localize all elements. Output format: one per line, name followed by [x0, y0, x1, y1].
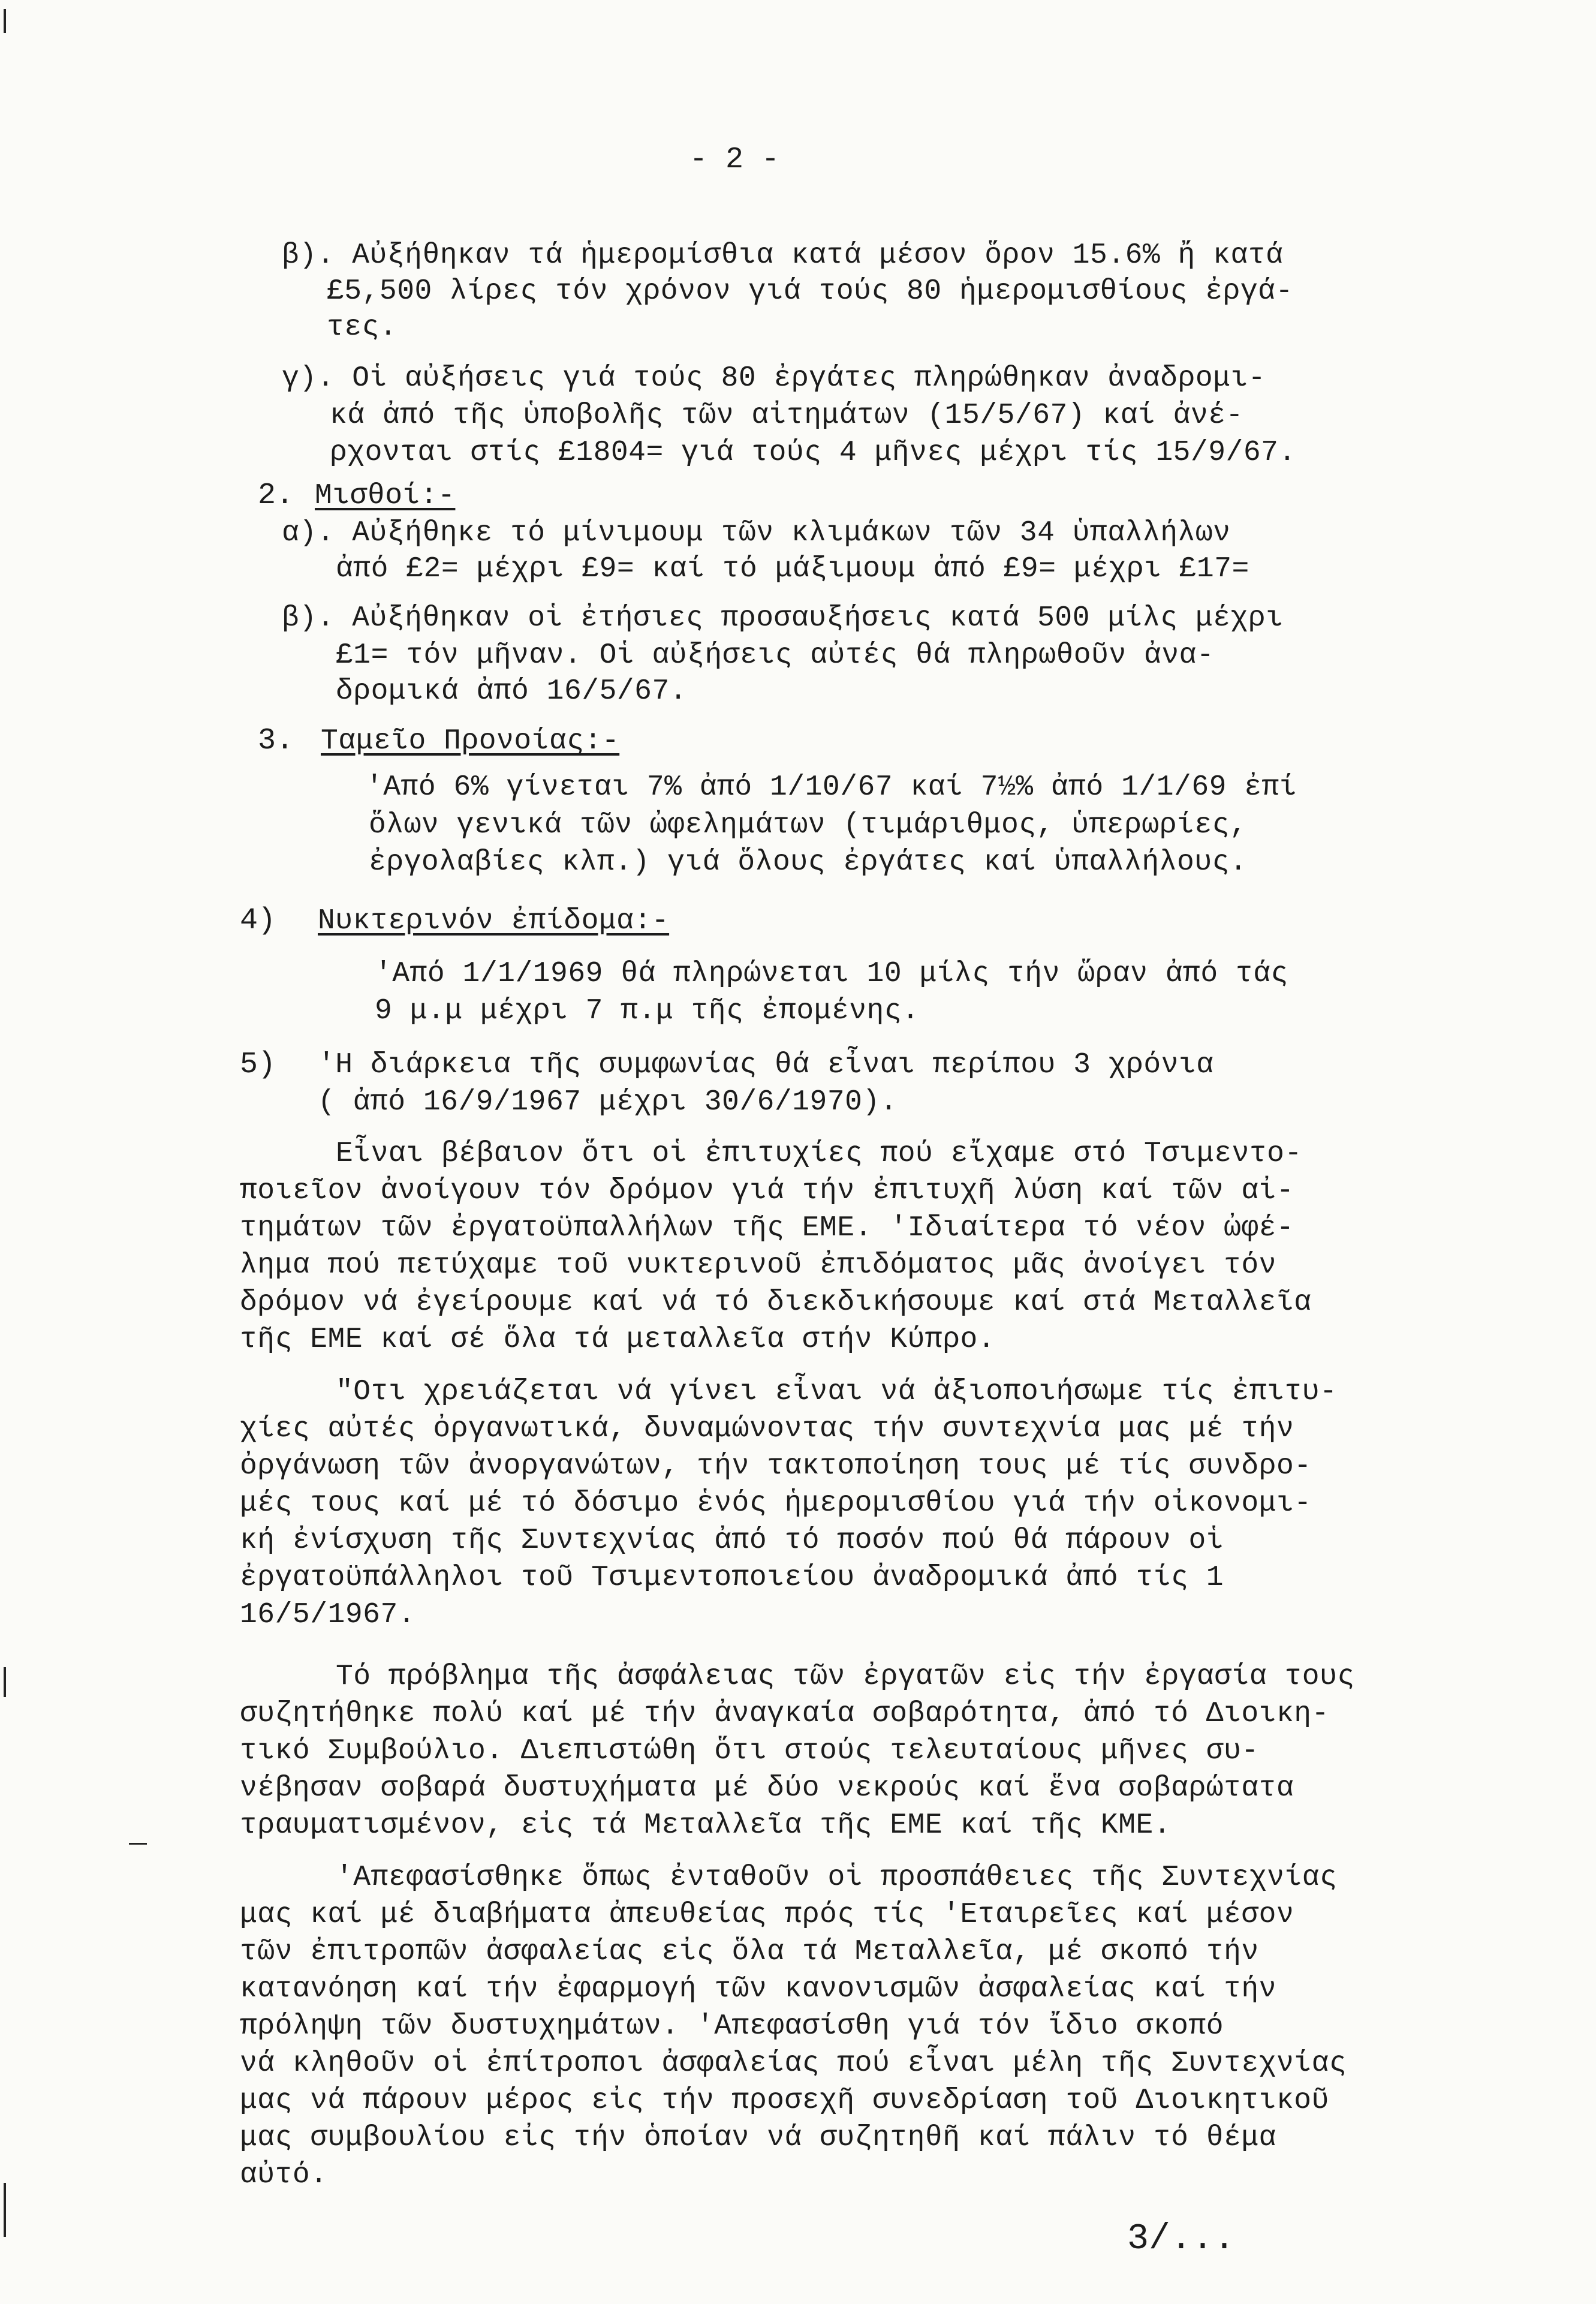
paragraph-line: πρόληψη τῶν δυστυχημάτων. 'Απεφασίσθη γιά τόν ἴδιο σκοπό: [240, 2010, 1224, 2043]
paragraph-line: μας νά πάρουν μέρος εἰς τήν προσεχῆ συνεδρίαση τοῦ Διοικητικοῦ: [240, 2085, 1329, 2117]
text-line: δρομικά ἀπό 16/5/67.: [336, 675, 688, 708]
scan-mark: [129, 1843, 147, 1845]
text-line: ρχονται στίς £1804= γιά τούς 4 μῆνες μέχρι τίς 15/9/67.: [330, 437, 1296, 469]
text-line: ὅλων γενικά τῶν ὠφελημάτων (τιμάριθμος, ὑπερωρίες,: [369, 809, 1248, 841]
scan-mark: [4, 1667, 6, 1697]
paragraph-line: μές τους καί μέ τό δόσιμο ἑνός ἡμερομισθίου γιά τήν οἰκονομι-: [240, 1487, 1312, 1520]
paragraph-line: 'Απεφασίσθηκε ὅπως ἐνταθοῦν οἱ προσπάθειες τῆς Συντεχνίας: [336, 1861, 1338, 1894]
paragraph-line: Εἶναι βέβαιον ὅτι οἱ ἐπιτυχίες πού εἴχαμε στό Τσιμεντο-: [336, 1138, 1302, 1170]
paragraph-line: συζητήθηκε πολύ καί μέ τήν ἀναγκαία σοβαρότητα, ἀπό τό Διοικη-: [240, 1698, 1329, 1730]
paragraph-line: ὀργάνωση τῶν ἀνοργανώτων, τήν τακτοποίηση τους μέ τίς συνδρο-: [240, 1450, 1312, 1482]
text-line: β). Αὐξήθηκαν οἱ ἐτήσιες προσαυξήσεις κατά 500 μίλς μέχρι: [282, 602, 1284, 634]
paragraph-line: ποιεῖον ἀνοίγουν τόν δρόμον γιά τήν ἐπιτυχῆ λύση καί τῶν αἰ-: [240, 1175, 1294, 1207]
paragraph-line: νά κληθοῦν οἱ ἐπίτροποι ἀσφαλείας πού εἶναι μέλη τῆς Συντεχνίας: [240, 2047, 1347, 2080]
paragraph-line: χίες αὐτές ὀργανωτικά, δυναμώνοντας τήν συντεχνία μας μέ τήν: [240, 1413, 1294, 1445]
paragraph-line: τραυματισμένον, εἰς τά Μεταλλεῖα τῆς ΕΜΕ καί τῆς ΚΜΕ.: [240, 1809, 1172, 1842]
paragraph-line: Τό πρόβλημα τῆς ἀσφάλειας τῶν ἐργατῶν εἰς τήν ἐργασία τους: [336, 1661, 1355, 1693]
paragraph-line: τημάτων τῶν ἐργατοϋπαλλήλων τῆς ΕΜΕ. 'Ιδιαίτερα τό νέον ὠφέ-: [240, 1212, 1294, 1244]
text-line: £1= τόν μῆναν. Οἱ αὐξήσεις αὐτές θά πληρωθοῦν ἀνα-: [336, 639, 1215, 672]
section-number: 3.: [258, 724, 294, 758]
text-line: β). Αὐξήθηκαν τά ἡμερομίσθια κατά μέσον ὅρον 15.6% ἤ κατά: [282, 239, 1284, 272]
paragraph-line: δρόμον νά ἐγείρουμε καί νά τό διεκδικήσουμε καί στά Μεταλλεῖα: [240, 1286, 1312, 1319]
text-line: κά ἀπό τῆς ὑποβολῆς τῶν αἰτημάτων (15/5/67) καί ἀνέ-: [330, 399, 1243, 432]
paragraph-line: "Οτι χρειάζεται νά γίνει εἶναι νά ἀξιοποιήσωμε τίς ἐπιτυ-: [336, 1376, 1338, 1408]
text-line: ἐργολαβίες κλπ.) γιά ὅλους ἐργάτες καί ὑπαλλήλους.: [369, 846, 1248, 879]
page-continuation: 3/...: [1127, 2219, 1236, 2260]
paragraph-line: μας συμβουλίου εἰς τήν ὁποίαν νά συζητηθῆ καί πάλιν τό θέμα: [240, 2122, 1276, 2154]
section-number: 2.: [258, 479, 294, 513]
text-line: £5,500 λίρες τόν χρόνον γιά τούς 80 ἡμερομισθίους ἐργά-: [327, 275, 1293, 308]
text-line: α). Αὐξήθηκε τό μίνιμουμ τῶν κλιμάκων τῶν 34 ὑπαλλήλων: [282, 517, 1231, 549]
text-line: 'Από 1/1/1969 θά πληρώνεται 10 μίλς τήν ὥραν ἀπό τάς: [375, 958, 1288, 990]
scan-mark: [4, 2183, 6, 2237]
paragraph-line: αὐτό.: [240, 2159, 328, 2191]
paragraph-line: μας καί μέ διαβήματα ἀπευθείας πρός τίς 'Εταιρεῖες καί μέσον: [240, 1899, 1294, 1931]
paragraph-line: τῆς ΕΜΕ καί σέ ὅλα τά μεταλλεῖα στήν Κύπρο.: [240, 1324, 996, 1356]
paragraph-line: 16/5/1967.: [240, 1599, 416, 1631]
text-line: 'Από 6% γίνεται 7% ἀπό 1/10/67 καί 7½% ἀπό 1/1/69 ἐπί: [366, 771, 1297, 804]
page-number: - 2 -: [689, 143, 780, 177]
text-line: ( ἀπό 16/9/1967 μέχρι 30/6/1970).: [318, 1086, 898, 1118]
section-number: 4): [240, 904, 276, 938]
text-line: τες.: [327, 311, 398, 344]
paragraph-line: λημα πού πετύχαμε τοῦ νυκτερινοῦ ἐπιδόματος μᾶς ἀνοίγει τόν: [240, 1249, 1276, 1282]
paragraph-line: τικό Συμβούλιο. Διεπιστώθη ὅτι στούς τελευταίους μῆνες συ-: [240, 1735, 1259, 1767]
scan-mark: [4, 9, 6, 33]
text-line: ἀπό £2= μέχρι £9= καί τό μάξιμουμ ἀπό £9= μέχρι £17=: [336, 553, 1249, 585]
text-line: 'Η διάρκεια τῆς συμφωνίας θά εἶναι περίπου 3 χρόνια: [318, 1049, 1214, 1081]
section-heading: Μισθοί:-: [315, 480, 456, 512]
section-heading: Νυκτερινόν ἐπίδομα:-: [318, 905, 670, 937]
paragraph-line: τῶν ἐπιτροπῶν ἀσφαλείας εἰς ὅλα τά Μεταλλεῖα, μέ σκοπό τήν: [240, 1936, 1259, 1968]
text-line: γ). Οἱ αὐξήσεις γιά τούς 80 ἐργάτες πληρώθηκαν ἀναδρομι-: [282, 362, 1266, 395]
paragraph-line: ἐργατοϋπάλληλοι τοῦ Τσιμεντοποιείου ἀναδρομικά ἀπό τίς 1: [240, 1562, 1224, 1594]
text-line: 9 μ.μ μέχρι 7 π.μ τῆς ἐπομένης.: [375, 995, 920, 1027]
paragraph-line: νέβησαν σοβαρά δυστυχήματα μέ δύο νεκρούς καί ἕνα σοβαρώτατα: [240, 1772, 1294, 1804]
section-heading: Ταμεῖο Προνοίας:-: [321, 725, 620, 757]
section-number: 5): [240, 1048, 276, 1082]
paragraph-line: κατανόηση καί τήν ἐφαρμογή τῶν κανονισμῶν ἀσφαλείας καί τήν: [240, 1973, 1276, 2005]
paragraph-line: κή ἐνίσχυση τῆς Συντεχνίας ἀπό τό ποσόν πού θά πάρουν οἱ: [240, 1524, 1224, 1557]
